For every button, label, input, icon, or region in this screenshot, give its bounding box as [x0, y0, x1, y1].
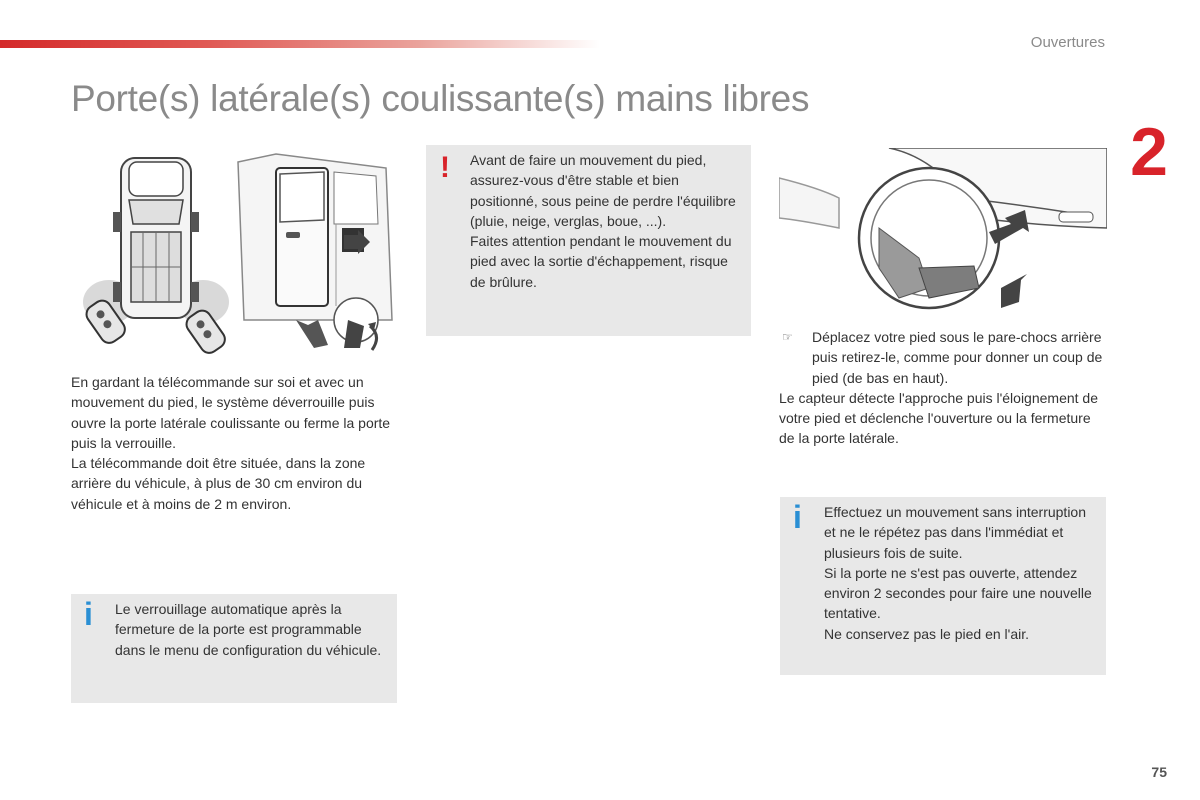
instruction-bullet: [779, 327, 1109, 388]
intro-paragraph: La télécommande doit être située, dans la zone arrière du véhicule, à plus de 30 cm environ du véhicule et à moins de 2 m environ.: [71, 455, 366, 512]
instruction-text: [779, 327, 1109, 449]
header-accent-bar: [0, 40, 600, 48]
info-icon: i: [84, 596, 93, 632]
chapter-number: 2: [1130, 114, 1168, 190]
van-top-view-illustration: [71, 152, 231, 357]
info-icon: i: [793, 499, 802, 535]
warning-content: [470, 150, 745, 292]
warning-paragraph: Faites attention pendant le mouvement du pied avec la sortie d'échappement, risque de brûlure.: [470, 233, 732, 290]
info-content: [115, 599, 391, 660]
info-content: [824, 502, 1100, 644]
intro-paragraph: En gardant la télécommande sur soi et avec un mouvement du pied, le système déverrouille puis ouvre la porte latérale coulissante ou ferme la porte puis la verrouille.: [71, 374, 391, 451]
pointing-hand-icon: ☞: [782, 330, 793, 344]
info-paragraph: Ne conservez pas le pied en l'air.: [824, 625, 1030, 642]
info-box-movement: [780, 497, 1106, 675]
sensor-paragraph: Le capteur détecte l'approche puis l'éloignement de votre pied et déclenche l'ouverture ou la fermeture de la porte latérale.: [779, 389, 1099, 447]
warning-box: [426, 145, 751, 336]
bullet-text: Déplacez votre pied sous le pare-chocs arrière puis retirez-le, comme pour donner un coup de pied (de bas en haut).: [812, 329, 1103, 386]
info-paragraph: Le verrouillage automatique après la fermeture de la porte est programmable dans le menu de configuration du véhicule.: [115, 601, 382, 658]
info-paragraph: Si la porte ne s'est pas ouverte, attendez environ 2 secondes pour faire une nouvelle tentative.: [824, 564, 1092, 622]
info-box-auto-lock: [71, 594, 397, 703]
warning-paragraph: Avant de faire un mouvement du pied, assurez-vous d'être stable et bien positionné, sous peine de perdre l'équilibre (pluie, neige, verglas, boue, ...).: [470, 152, 736, 229]
warning-exclamation-icon: !: [440, 151, 450, 184]
sliding-door-side-illustration: [236, 150, 396, 355]
section-label: Ouvertures: [1030, 34, 1105, 51]
info-paragraph: Effectuez un mouvement sans interruption et ne le répétez pas dans l'immédiat et plusieurs fois de suite.: [824, 504, 1087, 561]
foot-under-bumper-illustration: [779, 148, 1107, 320]
page-title: Porte(s) latérale(s) coulissante(s) mains libres: [71, 78, 810, 119]
page-number: 75: [1151, 764, 1167, 780]
intro-text: [71, 372, 401, 514]
